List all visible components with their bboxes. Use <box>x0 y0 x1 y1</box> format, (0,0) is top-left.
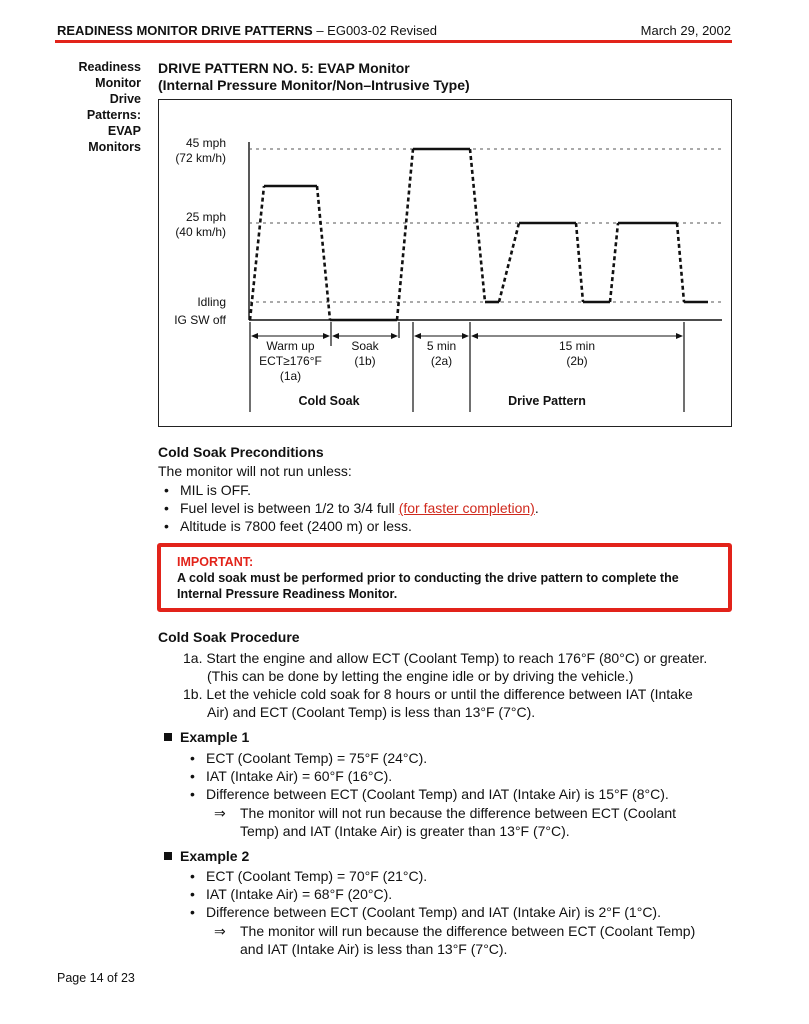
interval-label: Warm up <box>266 339 315 353</box>
arrowhead-icon <box>462 333 469 339</box>
list-item: • Difference between ECT (Coolant Temp) and IAT (Intake Air) is 15°F (8°C). <box>190 786 669 802</box>
interval-label: (2a) <box>430 354 453 368</box>
arrowhead-icon <box>332 333 339 339</box>
drive-pattern-title: DRIVE PATTERN NO. 5: EVAP Monitor (Internal Pressure Monitor/Non–Intrusive Type) <box>158 60 470 93</box>
speed-transition <box>499 223 519 302</box>
arrowhead-icon <box>391 333 398 339</box>
arrowhead-icon <box>414 333 421 339</box>
y-axis-label: IG SW off <box>174 313 226 327</box>
list-item: • ECT (Coolant Temp) = 75°F (24°C). <box>190 750 428 766</box>
example-result: The monitor will run because the difference between ECT (Coolant Temp) <box>240 923 696 939</box>
arrowhead-icon <box>471 333 478 339</box>
y-axis-label: Idling <box>197 295 226 309</box>
example-result-cont: and IAT (Intake Air) is less than 13°F (7°C). <box>240 941 508 957</box>
example-1-heading: Example 1 <box>164 729 249 745</box>
arrow-icon: ⇒ <box>214 805 226 821</box>
list-item: • ECT (Coolant Temp) = 70°F (21°C). <box>190 868 428 884</box>
list-item: • IAT (Intake Air) = 60°F (16°C). <box>190 768 393 784</box>
document-date: March 29, 2002 <box>640 23 731 38</box>
speed-transition <box>250 186 264 320</box>
drive-pattern-chart <box>158 99 732 427</box>
arrow-icon: ⇒ <box>214 923 226 939</box>
procedure-step: 1b. Let the vehicle cold soak for 8 hours or until the difference between IAT (Intake <box>183 686 693 702</box>
speed-transition <box>677 223 684 302</box>
speed-transition <box>317 186 330 320</box>
page-number: Page 14 of 23 <box>57 971 135 985</box>
speed-transition <box>470 149 485 302</box>
procedure-step: 1a. Start the engine and allow ECT (Coolant Temp) to reach 176°F (80°C) or greater. <box>183 650 708 666</box>
procedure-step-cont: Air) and ECT (Coolant Temp) is less than 13°F (7°C). <box>207 704 536 720</box>
speed-transition <box>397 149 413 320</box>
preconditions-intro: The monitor will not run unless: <box>158 463 352 479</box>
procedure-heading: Cold Soak Procedure <box>158 629 300 645</box>
document-header-title: READINESS MONITOR DRIVE PATTERNS – EG003-02 Revised <box>57 23 437 38</box>
example-result-cont: Temp) and IAT (Intake Air) is greater than 13°F (7°C). <box>240 823 570 839</box>
list-item: • Fuel level is between 1/2 to 3/4 full (for faster completion). <box>164 500 539 516</box>
interval-label: (2b) <box>566 354 588 368</box>
sidebar-topic-label: Readiness Monitor Drive Patterns: EVAP Monitors <box>78 60 141 154</box>
y-axis-label: 45 mph <box>185 136 226 150</box>
arrowhead-icon <box>323 333 330 339</box>
list-item: • MIL is OFF. <box>164 482 252 498</box>
square-bullet-icon <box>164 733 172 741</box>
list-item: • IAT (Intake Air) = 68°F (20°C). <box>190 886 393 902</box>
square-bullet-icon <box>164 852 172 860</box>
group-label: Cold Soak <box>298 394 360 408</box>
important-callout: IMPORTANT: A cold soak must be performed prior to conducting the drive pattern to complete the Internal Pressure Readiness Monitor. <box>157 543 732 612</box>
interval-label: Soak <box>351 339 379 353</box>
y-axis-label: 25 mph <box>185 210 226 224</box>
list-item: • Difference between ECT (Coolant Temp) and IAT (Intake Air) is 2°F (1°C). <box>190 904 661 920</box>
interval-label: ECT≥176°F <box>259 354 322 368</box>
list-item: • Altitude is 7800 feet (2400 m) or less. <box>164 518 412 534</box>
y-axis-label: (40 km/h) <box>175 225 226 239</box>
example-result: The monitor will not run because the difference between ECT (Coolant <box>240 805 677 821</box>
important-label: IMPORTANT: <box>177 555 254 569</box>
preconditions-heading: Cold Soak Preconditions <box>158 444 324 460</box>
interval-label: 15 min <box>558 339 596 353</box>
arrowhead-icon <box>676 333 683 339</box>
procedure-step-cont: (This can be done by letting the engine idle or by driving the vehicle.) <box>207 668 634 684</box>
example-2-heading: Example 2 <box>164 848 249 864</box>
drive-pattern-chart-svg <box>159 100 731 426</box>
interval-label: 5 min <box>426 339 457 353</box>
header-divider <box>55 40 732 43</box>
arrowhead-icon <box>251 333 258 339</box>
interval-label: (1b) <box>354 354 376 368</box>
y-axis-label: (72 km/h) <box>175 151 226 165</box>
interval-label: (1a) <box>279 369 302 383</box>
group-label: Drive Pattern <box>508 394 586 408</box>
speed-transition <box>610 223 618 302</box>
speed-transition <box>576 223 583 302</box>
faster-completion-link[interactable]: (for faster completion) <box>398 500 535 516</box>
